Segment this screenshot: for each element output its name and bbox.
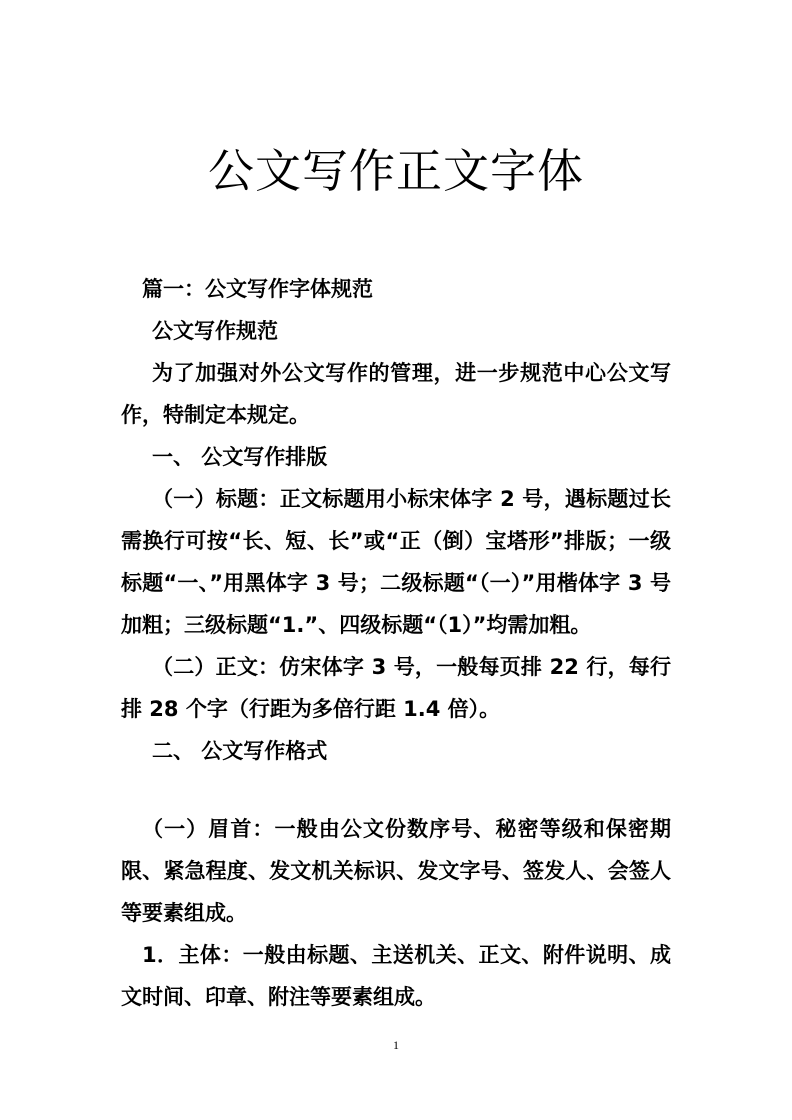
paragraph-main-body-elements: 1．主体：一般由标题、主送机关、正文、附件说明、成文时间、印章、附注等要素组成。 xyxy=(121,943,671,1009)
intro-paragraph: 为了加强对外公文写作的管理，进一步规范中心公文写作，特制定本规定。 xyxy=(121,361,671,427)
document-body-continued xyxy=(121,808,671,1018)
paragraph-body-rules: （二）正文：仿宋体字 3 号，一般每页排 22 行，每行排 28 个字（行距为多倍行距 1.4 倍）。 xyxy=(121,655,671,721)
document-title: 公文写作正文字体 xyxy=(208,144,584,198)
sub-heading-writing-standard: 公文写作规范 xyxy=(152,319,278,343)
document-body xyxy=(121,268,671,772)
heading-format: 二、 公文写作格式 xyxy=(152,739,328,763)
section-heading-article-1: 篇一：公文写作字体规范 xyxy=(142,277,373,301)
paragraph-title-rules: （一）标题：正文标题用小标宋体字 2 号，遇标题过长需换行可按“长、短、长”或“正（倒）宝塔形”排版；一级标题“一、”用黑体字 3 号；二级标题“（一）”用楷体字 3 号加粗；三级标题“1.”、四级标题“（1）”均需加粗。 xyxy=(121,487,671,637)
heading-layout: 一、 公文写作排版 xyxy=(152,445,328,469)
paragraph-header-elements: （一）眉首：一般由公文份数序号、秘密等级和保密期限、紧急程度、发文机关标识、发文字号、签发人、会签人等要素组成。 xyxy=(121,817,671,925)
page-number: 1 xyxy=(393,1038,399,1052)
